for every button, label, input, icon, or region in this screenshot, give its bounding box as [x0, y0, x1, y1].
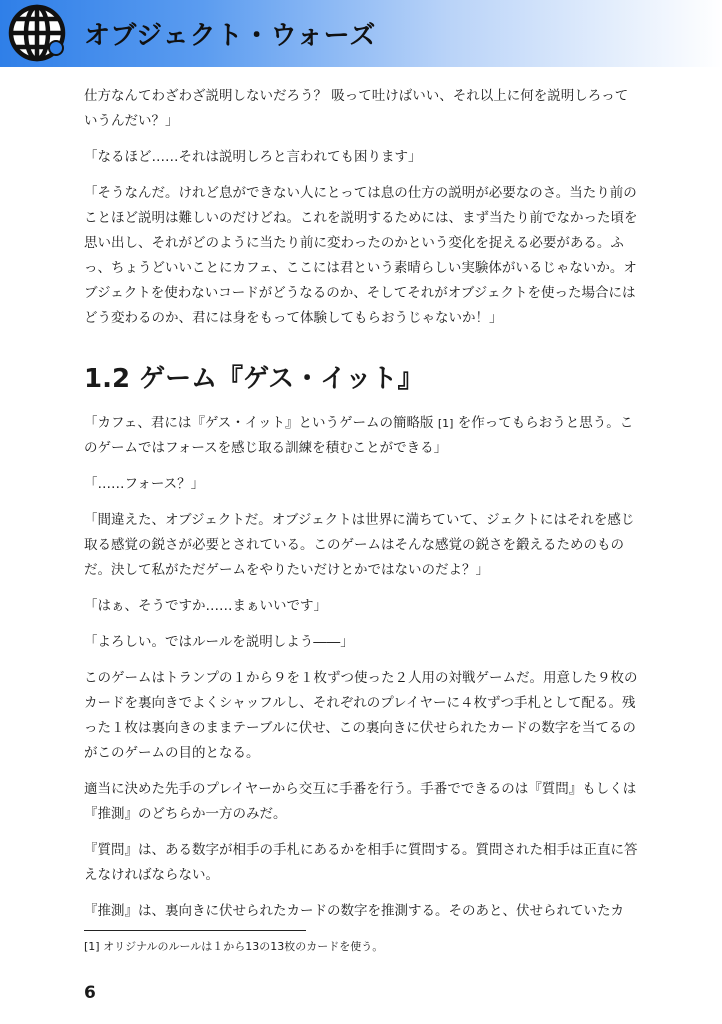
- footnote-reference: [1]: [437, 417, 454, 430]
- paragraph-text: 「カフェ、君には『ゲス・イット』というゲームの簡略版: [84, 415, 438, 431]
- body-paragraph: 「よろしい。ではルールを説明しよう――」: [84, 634, 354, 650]
- section-title: 1.2 ゲーム『ゲス・イット』: [84, 364, 424, 394]
- header-title: オブジェクト・ウォーズ: [84, 21, 377, 51]
- body-paragraph: 「……フォース？」: [84, 476, 205, 492]
- body-paragraph: 適当に決めた先手のプレイヤーから交互に手番を行う。手番でできるのは『質問』もしくは『推測』のどちらか一方のみだ。: [84, 781, 637, 822]
- footnote-divider: [84, 930, 306, 931]
- body-paragraph: 『推測』は、裏向きに伏せられたカードの数字を推測する。そのあと、伏せられていたカ: [84, 903, 624, 919]
- globe-icon: [4, 4, 70, 62]
- body-paragraph: 「なるほど……それは説明しろと言われても困ります」: [84, 149, 422, 165]
- body-paragraph: このゲームはトランプの１から９を１枚ずつ使った２人用の対戦ゲームだ。用意した９枚のカードを裏向きでよくシャッフルし、それぞれのプレイヤーに４枚ずつ手札として配る。残った１枚は裏向きのままテーブルに伏せ、この裏向きに伏せられたカードの数字を当てるのがこのゲームの目的となる。: [84, 670, 638, 761]
- footnote: [1] オリジナルのルールは１から13の13枚のカードを使う。: [84, 940, 384, 953]
- body-paragraph: 『質問』は、ある数字が相手の手札にあるかを相手に質問する。質問された相手は正直に答えなければならない。: [84, 842, 638, 883]
- body-paragraph: 「はぁ、そうですか……まぁいいです」: [84, 598, 327, 614]
- body-paragraph: 「そうなんだ。けれど息ができない人にとっては息の仕方の説明が必要なのさ。当たり前のことほど説明は難しいのだけどね。これを説明するためには、まず当たり前でなかった頃を思い出し、それがどのように当たり前に変わったのかという変化を捉える必要がある。ふっ、ちょうどいいことにカフェ、ここには君という素晴らしい実験体がいるじゃないか。オブジェクトを使わないコードがどうなるのか、そしてそれがオブジェクトを使った場合にはどう変わるのか、君には身をもって体験してもらおうじゃないか！」: [84, 185, 638, 326]
- paragraph-text: を作ってもらおうと思う。このゲームではフォースを感じ取る訓練を積むことができる」: [84, 415, 634, 456]
- page-number: 6: [84, 983, 96, 1003]
- body-paragraph: [84, 411, 640, 461]
- page-content: [84, 84, 640, 924]
- body-paragraph: 「間違えた、オブジェクトだ。オブジェクトは世界に満ちていて、ジェクトにはそれを感じ取る感覚の鋭さが必要とされている。このゲームはそんな感覚の鋭さを鍛えるためのものだ。決して私がただゲームをやりたいだけとかではないのだよ？」: [84, 512, 635, 578]
- body-paragraph: 仕方なんてわざわざ説明しないだろう？ 吸って吐けばいい、それ以上に何を説明しろっていうんだい？」: [84, 88, 629, 129]
